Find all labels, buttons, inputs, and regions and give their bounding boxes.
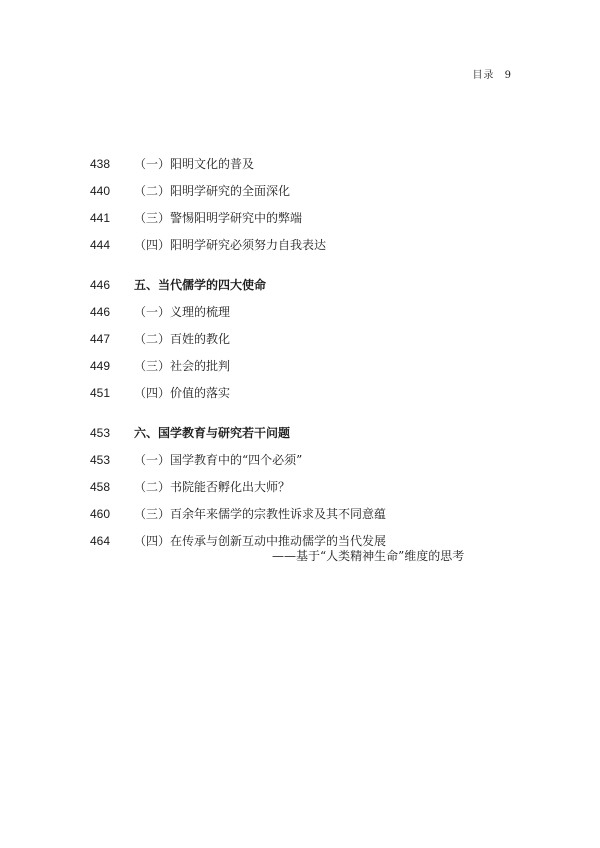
toc-entry (90, 358, 520, 385)
toc-page-number: 438 (90, 157, 111, 171)
toc-section-title: 五、当代儒学的四大使命 (134, 278, 267, 292)
toc-title: （一）义理的梳理 (134, 305, 231, 319)
toc-title: （三）百余年来儒学的宗教性诉求及其不同意蕴 (134, 507, 387, 521)
toc-page-number: 441 (90, 211, 111, 225)
toc-entry (90, 237, 520, 264)
toc-page-number: 446 (90, 305, 111, 319)
toc-title: （四）价值的落实 (134, 386, 231, 400)
toc-page-number: 440 (90, 184, 111, 198)
toc-title: （三）警惕阳明学研究中的弊端 (134, 211, 303, 225)
toc-page-number: 464 (90, 534, 111, 548)
toc-subtitle: ——基于“人类精神生命”维度的思考 (272, 549, 465, 563)
toc-page-number: 449 (90, 359, 111, 373)
toc-entry (90, 304, 520, 331)
toc-entry (90, 331, 520, 358)
toc-title: （四）阳明学研究必须努力自我表达 (134, 238, 327, 252)
toc-section-title: 六、国学教育与研究若干问题 (134, 426, 291, 440)
toc-entry (90, 479, 520, 506)
header-page-number: 9 (504, 70, 512, 81)
header-label: 目录 (472, 70, 495, 81)
toc-page-number: 451 (90, 386, 111, 400)
toc-section-entry (90, 277, 520, 304)
toc-page-number: 460 (90, 507, 111, 521)
toc-page-number: 453 (90, 453, 111, 467)
toc-page-number: 447 (90, 332, 111, 346)
toc-page-number: 444 (90, 238, 111, 252)
toc-entry (90, 385, 520, 412)
toc-title: （一）阳明文化的普及 (134, 157, 255, 171)
toc-page-number: 453 (90, 426, 111, 440)
toc-page-number: 458 (90, 480, 111, 494)
toc-section-entry (90, 425, 520, 452)
toc-title: （二）百姓的教化 (134, 332, 231, 346)
toc-title: （一）国学教育中的“四个必须” (134, 453, 303, 467)
toc-entry (90, 210, 520, 237)
toc-title: （二）书院能否孵化出大师？ (134, 480, 291, 494)
toc-entry (90, 452, 520, 479)
running-header (472, 66, 512, 81)
toc-entry (90, 156, 520, 183)
toc-title: （二）阳明学研究的全面深化 (134, 184, 291, 198)
toc-title: （三）社会的批判 (134, 359, 231, 373)
toc-entry (90, 506, 520, 533)
toc-title: （四）在传承与创新互动中推动儒学的当代发展 (134, 534, 387, 548)
toc-page-number: 446 (90, 278, 111, 292)
toc-entry (90, 183, 520, 210)
table-of-contents (90, 156, 520, 563)
